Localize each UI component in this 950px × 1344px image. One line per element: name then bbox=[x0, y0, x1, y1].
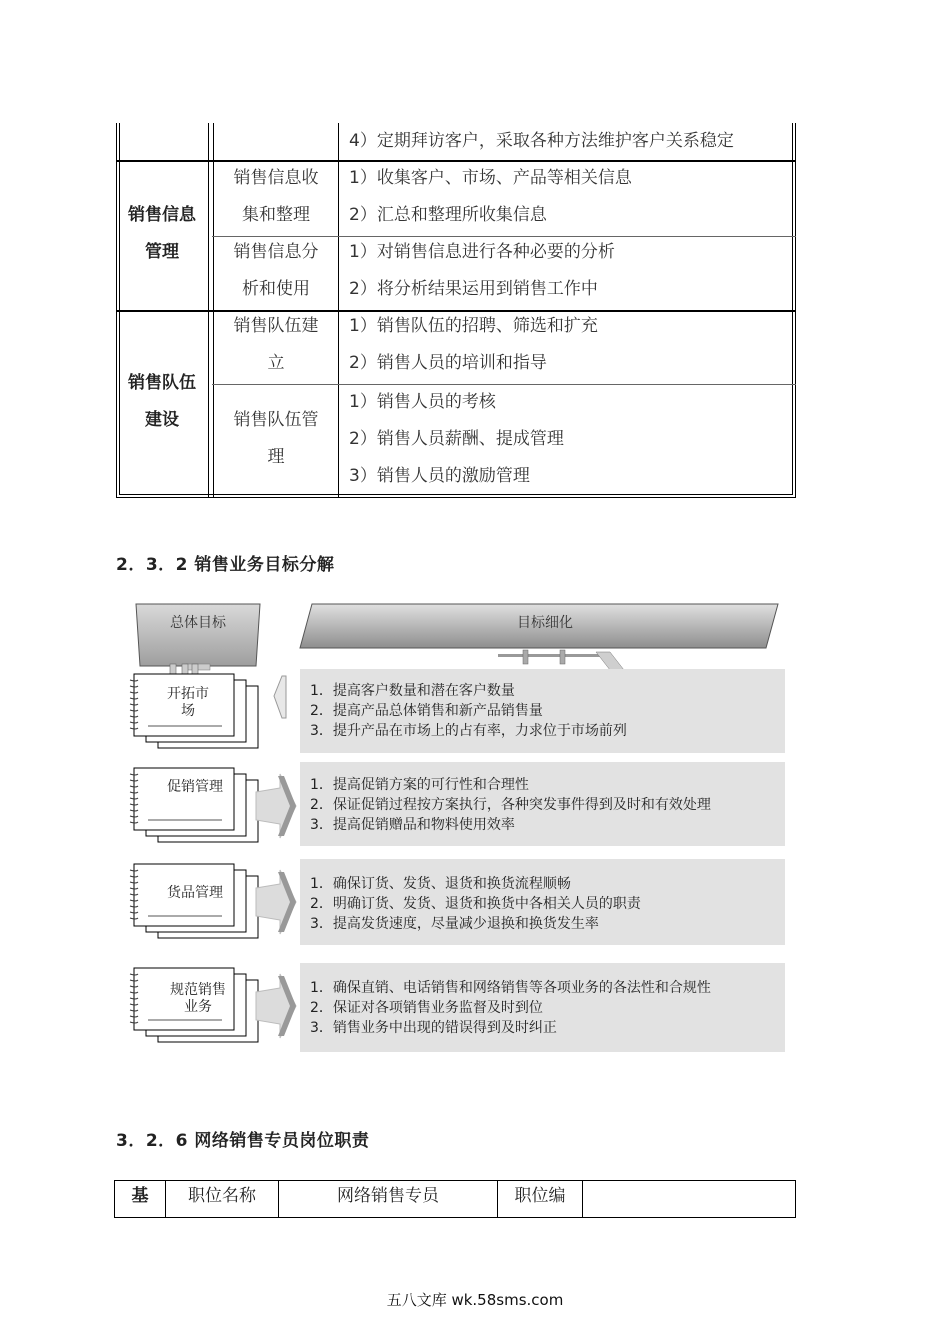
table-cell: 职位名称 bbox=[188, 1186, 256, 1206]
category-label: 销售信息 bbox=[128, 205, 196, 225]
goal-category-label: 规范销售 业务 bbox=[170, 982, 226, 1015]
goal-category-label: 促销管理 bbox=[167, 779, 223, 795]
table-cell: 基 bbox=[131, 1186, 149, 1206]
table-cell-item: 2）汇总和整理所收集信息 bbox=[349, 205, 547, 225]
category-label: 销售队伍 bbox=[128, 373, 196, 393]
page-footer: 五八文库 wk.58sms.com bbox=[386, 1291, 564, 1309]
goal-item: 1．确保订货、发货、退货和换货流程顺畅 bbox=[310, 876, 571, 892]
arrow-icon bbox=[254, 768, 298, 844]
table-cell-item: 1）销售队伍的招聘、筛选和扩充 bbox=[349, 316, 598, 336]
table-cell-item: 2）销售人员薪酬、提成管理 bbox=[349, 429, 564, 449]
table-cell-item: 2）销售人员的培训和指导 bbox=[349, 353, 547, 373]
notebook-icon bbox=[126, 862, 264, 942]
subcategory-label: 集和整理 bbox=[242, 205, 310, 225]
subcategory-label: 理 bbox=[267, 447, 285, 467]
goal-item: 1．确保直销、电话销售和网络销售等各项业务的各法性和合规性 bbox=[310, 980, 711, 996]
goal-item: 2．保证对各项销售业务监督及时到位 bbox=[310, 1000, 543, 1016]
table-cell-item: 1）销售人员的考核 bbox=[349, 392, 496, 412]
category-label: 管理 bbox=[145, 242, 179, 262]
arrow-icon bbox=[254, 864, 298, 940]
goal-category-label: 开拓市 场 bbox=[167, 686, 209, 719]
arrow-icon bbox=[254, 968, 298, 1044]
overall-goal-label: 总体目标 bbox=[170, 615, 226, 631]
goal-item: 3．提高促销赠品和物料使用效率 bbox=[310, 817, 515, 833]
table-cell: 职位编 bbox=[514, 1186, 566, 1206]
subcategory-label: 销售队伍管 bbox=[233, 410, 319, 430]
table-cell: 网络销售专员 bbox=[337, 1186, 439, 1206]
goal-item: 2．提高产品总体销售和新产品销售量 bbox=[310, 703, 543, 719]
section-heading: 3．2．6 网络销售专员岗位职责 bbox=[116, 1131, 370, 1151]
table-cell-item: 2）将分析结果运用到销售工作中 bbox=[349, 279, 598, 299]
category-label: 建设 bbox=[145, 410, 179, 430]
table-cell-item: 3）销售人员的激励管理 bbox=[349, 466, 530, 486]
subcategory-label: 析和使用 bbox=[242, 279, 310, 299]
subcategory-label: 销售信息收 bbox=[233, 168, 319, 188]
goal-item: 3．销售业务中出现的错误得到及时纠正 bbox=[310, 1020, 557, 1036]
subcategory-label: 销售信息分 bbox=[233, 242, 319, 262]
goal-item: 1．提高促销方案的可行性和合理性 bbox=[310, 777, 529, 793]
goal-item: 3．提高发货速度，尽量减少退换和换货发生率 bbox=[310, 916, 599, 932]
table-cell bbox=[583, 1181, 793, 1217]
row-divider bbox=[212, 384, 796, 385]
table-cell-item: 1）对销售信息进行各种必要的分析 bbox=[349, 242, 615, 262]
goal-item: 2．明确订货、发货、退货和换货中各相关人员的职责 bbox=[310, 896, 641, 912]
goal-item: 1．提高客户数量和潜在客户数量 bbox=[310, 683, 515, 699]
arrow-icon bbox=[268, 672, 294, 724]
table-cell-item: 4）定期拜访客户，采取各种方法维护客户关系稳定 bbox=[349, 131, 734, 151]
responsibility-table bbox=[116, 123, 796, 498]
notebook-icon bbox=[126, 766, 264, 846]
subcategory-label: 销售队伍建 bbox=[233, 316, 319, 336]
goal-item: 2．保证促销过程按方案执行，各种突发事件得到及时和有效处理 bbox=[310, 797, 711, 813]
goal-item: 3．提升产品在市场上的占有率，力求位于市场前列 bbox=[310, 723, 627, 739]
position-info-table bbox=[114, 1180, 796, 1218]
detail-goal-label: 目标细化 bbox=[517, 615, 573, 631]
subcategory-label: 立 bbox=[267, 353, 285, 373]
section-heading: 2．3．2 销售业务目标分解 bbox=[116, 555, 335, 575]
table-cell-item: 1）收集客户、市场、产品等相关信息 bbox=[349, 168, 632, 188]
goal-category-label: 货品管理 bbox=[167, 885, 223, 901]
